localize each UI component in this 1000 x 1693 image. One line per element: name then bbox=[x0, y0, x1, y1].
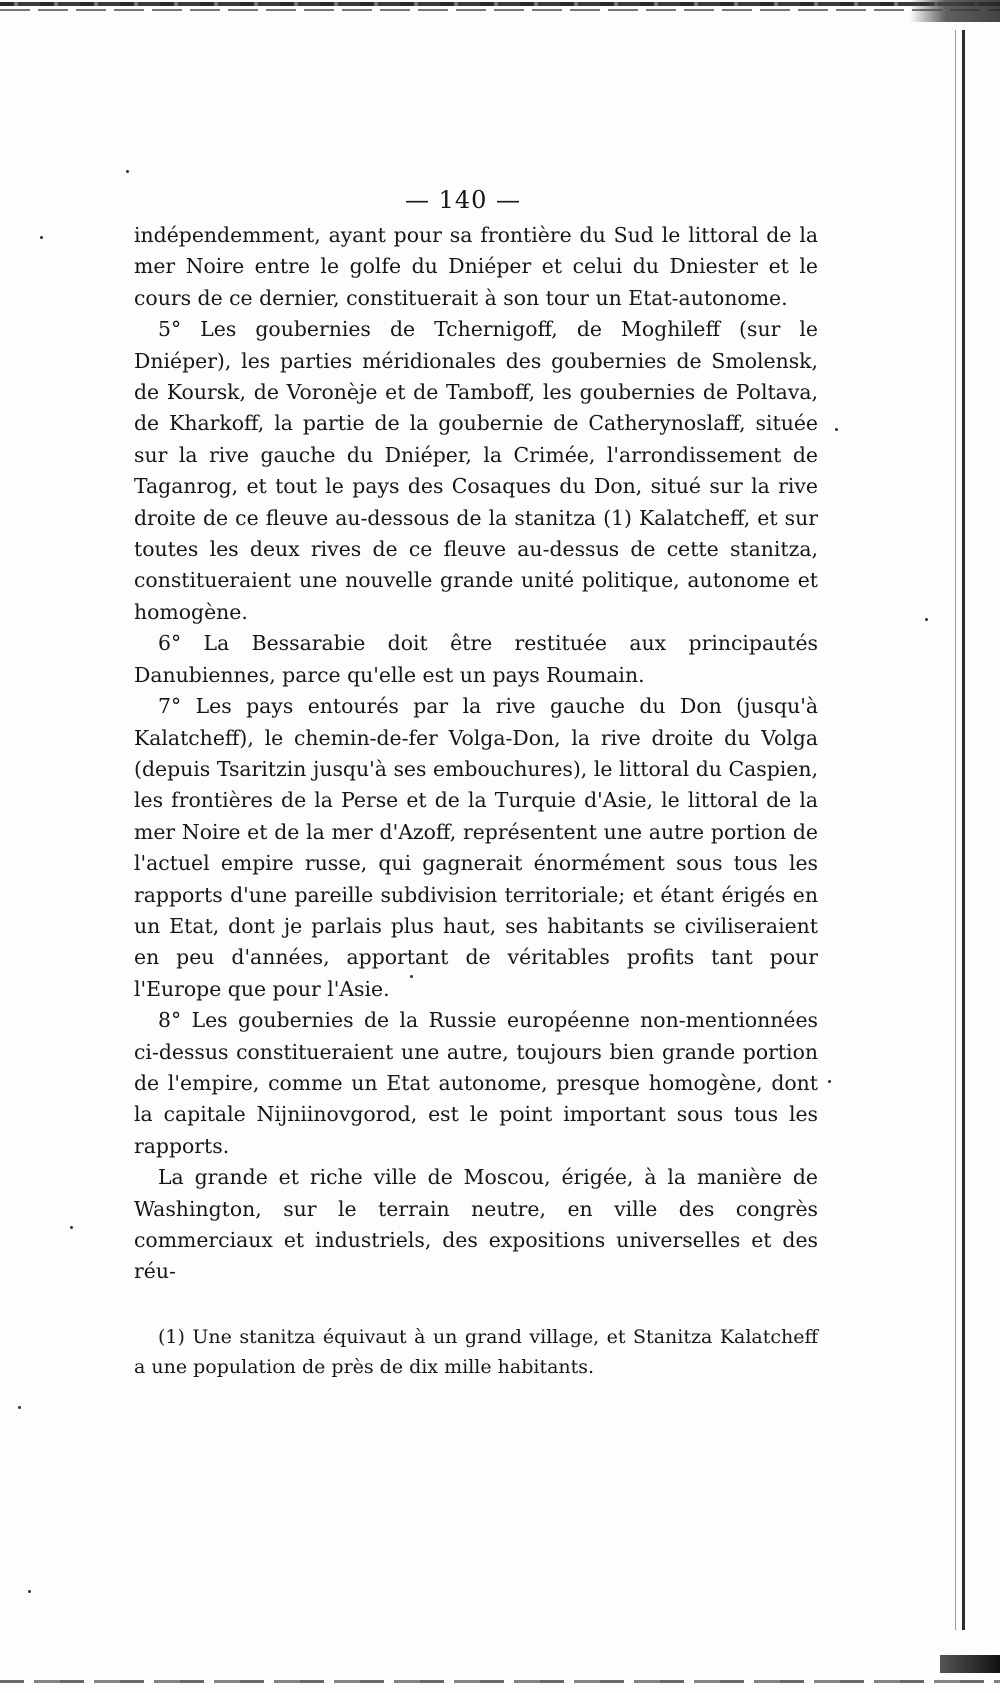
scan-speck bbox=[28, 1590, 31, 1593]
scan-smudge-bottom-right bbox=[940, 1655, 1000, 1673]
paragraph-continuation: indépendemment, ayant pour sa frontière du Sud le littoral de la mer Noire entre le golfe du Dniéper et celui du Dniester et le cours de ce dernier, constituerait à son tour un Etat-autonome. bbox=[134, 223, 818, 310]
page-edge-right bbox=[962, 30, 965, 1630]
scan-speck bbox=[828, 1080, 831, 1083]
body-text bbox=[134, 220, 818, 1288]
page-number: — 140 — bbox=[404, 186, 522, 214]
page-edge-inner-line bbox=[955, 30, 956, 1630]
top-border-rule bbox=[0, 2, 1000, 6]
footnote-text: (1) Une stanitza équivaut à un grand village, et Stanitza Kalatcheff a une population de près de dix mille habitants. bbox=[134, 1326, 818, 1378]
scan-speck bbox=[126, 170, 129, 173]
paragraph-moscow: La grande et riche ville de Moscou, érigée, à la manière de Washington, sur le terrain neutre, en ville des congrès commerciaux et industriels, des expositions universelles et des réu- bbox=[134, 1165, 818, 1284]
top-border-rule-secondary bbox=[0, 9, 1000, 11]
paragraph-item-5: 5° Les goubernies de Tchernigoff, de Moghileff (sur le Dniéper), les parties méridionales des goubernies de Smolensk, de Koursk, de Voronèje et de Tamboff, les goubernies de Poltava, de Kharkoff, la partie de la goubernie de Catherynoslaff, située sur la rive gauche du Dniéper, la Crimée, l'arrondissement de Taganrog, et tout le pays des Cosaques du Don, situé sur la rive droite de ce fleuve au-dessous de la stanitza (1) Kalatcheff, et sur toutes les deux rives de ce fleuve au-dessus de cette stanitza, constitueraient une nouvelle grande unité politique, autonome et homogène. bbox=[134, 317, 818, 624]
scan-smudge-top-right bbox=[910, 0, 1000, 22]
scan-speck bbox=[18, 1406, 21, 1409]
bottom-border-rule bbox=[0, 1680, 1000, 1683]
footnote bbox=[134, 1322, 818, 1382]
scan-speck bbox=[40, 236, 43, 239]
scan-speck bbox=[835, 428, 838, 431]
paragraph-item-8: 8° Les goubernies de la Russie européenne non-mentionnées ci-dessus constitueraient une autre, toujours bien grande portion de l'empire, comme un Etat autonome, presque homogène, dont la capitale Nijniinovgorod, est le point important sous tous les rapports. bbox=[134, 1008, 818, 1158]
scan-speck bbox=[70, 1226, 73, 1229]
paragraph-item-7: 7° Les pays entourés par la rive gauche du Don (jusqu'à Kalatcheff), le chemin-de-fer Volga-Don, la rive droite du Volga (depuis Tsaritzin jusqu'à ses embouchures), le littoral du Caspien, les frontières de la Perse et de la Turquie d'Asie, le littoral de la mer Noire et de la mer d'Azoff, représentent une autre portion de l'actuel empire russe, qui gagnerait énormément sous tous les rapports d'une pareille subdivision territoriale; et étant érigés en un Etat, dont je parlais plus haut, ses habitants se civiliseraient en peu d'années, apportant de véritables profits tant pour l'Europe que pour l'Asie. bbox=[134, 694, 818, 1001]
paragraph-item-6: 6° La Bessarabie doit être restituée aux principautés Danubiennes, parce qu'elle est un pays Roumain. bbox=[134, 631, 818, 687]
scan-speck bbox=[925, 618, 928, 621]
